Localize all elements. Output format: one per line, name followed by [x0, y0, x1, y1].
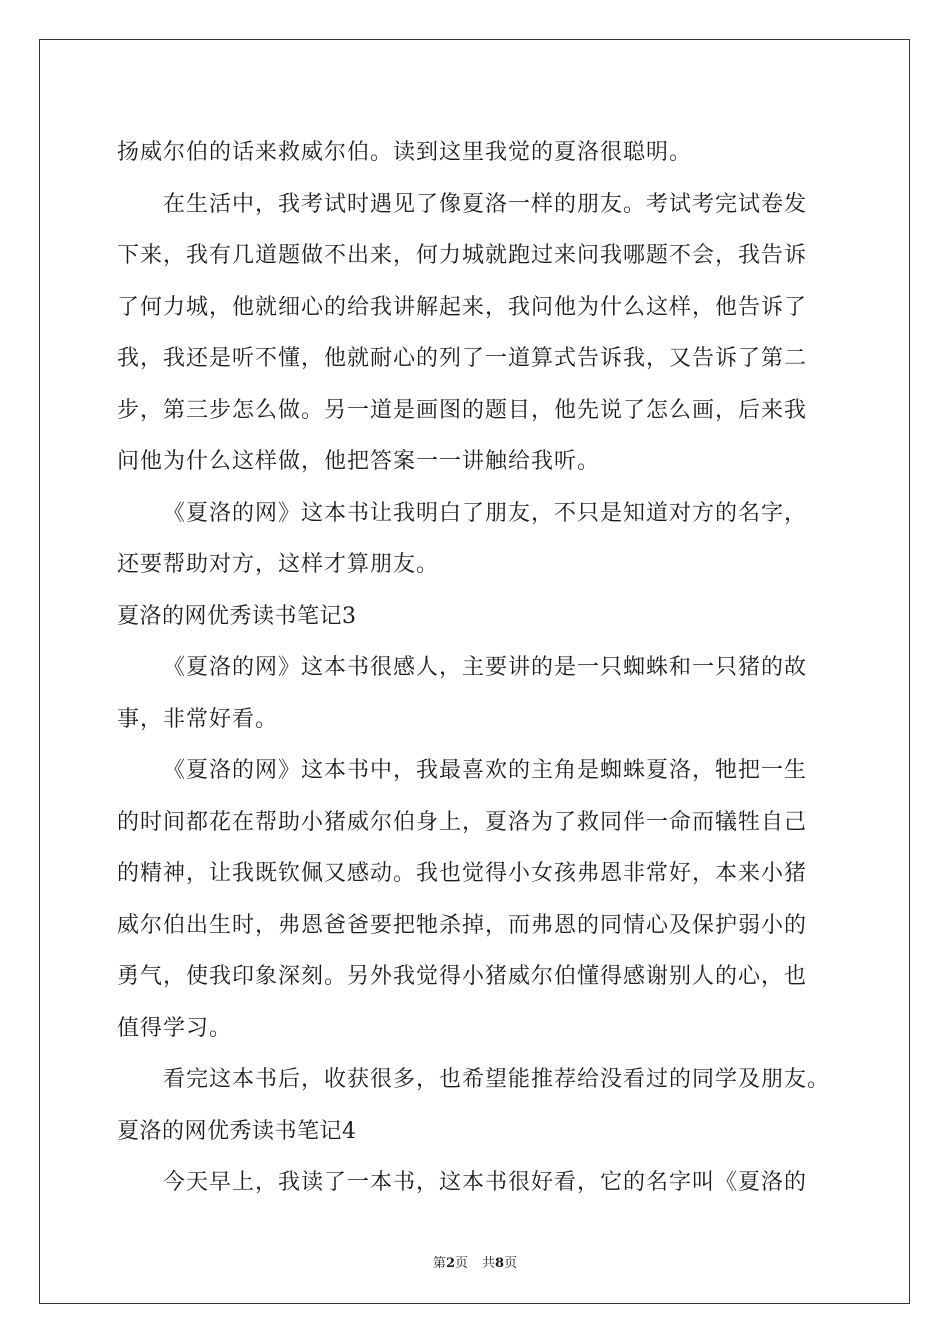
text-line: 的时间都花在帮助小猪威尔伯身上，夏洛为了救同伴一命而犠牲自己	[117, 809, 808, 835]
total-pages: 8	[495, 1256, 505, 1271]
text-line: 我，我还是听不懂，他就耐心的列了一道算式告诉我，又告诉了第二	[117, 346, 808, 371]
text-line: 步，第三步怎么做。另一道是画图的题目，他先说了怎么画，后来我	[117, 397, 808, 423]
total-suffix: 页	[504, 1256, 518, 1271]
paragraph-start-line: 看完这本书后，收获很多，也希望能推荐给没看过的同学及朋友。	[163, 1067, 831, 1092]
page-suffix: 页	[454, 1256, 468, 1271]
paragraph-start-line: 《夏洛的网》这本书让我明白了朋友，不只是知道对方的名字，	[163, 500, 808, 526]
text-line: 问他为什么这样做，他把答案一一讲触给我听。	[117, 449, 601, 474]
paragraph-start-line: 《夏洛的网》这本书很感人，主要讲的是一只蜘蛛和一只猪的故	[163, 655, 808, 680]
paragraph-start-line: 《夏洛的网》这本书中，我最喜欢的主角是蜘蛛夏洛，牠把一生	[163, 758, 808, 783]
paragraph-start-line: 今天早上，我读了一本书，这本书很好看，它的名字叫《夏洛的	[163, 1170, 808, 1195]
text-line: 扬威尔伯的话来救威尔伯。读到这里我觉的夏洛很聪明。	[117, 140, 693, 165]
section-heading: 夏洛的网优秀读书笔记3	[117, 603, 357, 629]
text-line: 的精神，让我既钦佩又感动。我也觉得小女孩弗恩非常好，本来小猪	[117, 861, 808, 886]
section-heading: 夏洛的网优秀读书笔记4	[117, 1118, 357, 1144]
page-prefix: 第	[432, 1256, 446, 1271]
page-footer	[0, 1252, 950, 1271]
text-line: 值得学习。	[117, 1015, 233, 1041]
text-line: 勇气，使我印象深刻。另外我觉得小猪威尔伯懂得感谢别人的心，也	[117, 964, 808, 989]
text-line: 了何力城，他就细心的给我讲解起来，我问他为什么这样，他告诉了	[117, 294, 808, 320]
text-line: 还要帮助对方，这样才算朋友。	[117, 552, 440, 577]
paragraph-start-line: 在生活中，我考试时遇见了像夏洛一样的朋友。考试考完试卷发	[163, 191, 808, 217]
text-line: 事，非常好看。	[117, 706, 279, 732]
text-line: 威尔伯出生时，弗恩爸爸要把牠杀掉，而弗恩的同情心及保护弱小的	[117, 912, 808, 938]
total-prefix: 共	[482, 1256, 496, 1271]
document-body	[117, 127, 837, 1209]
page-number: 2	[445, 1256, 455, 1271]
text-line: 下来，我有几道题做不出来，何力城就跑过来问我哪题不会，我告诉	[117, 243, 808, 268]
